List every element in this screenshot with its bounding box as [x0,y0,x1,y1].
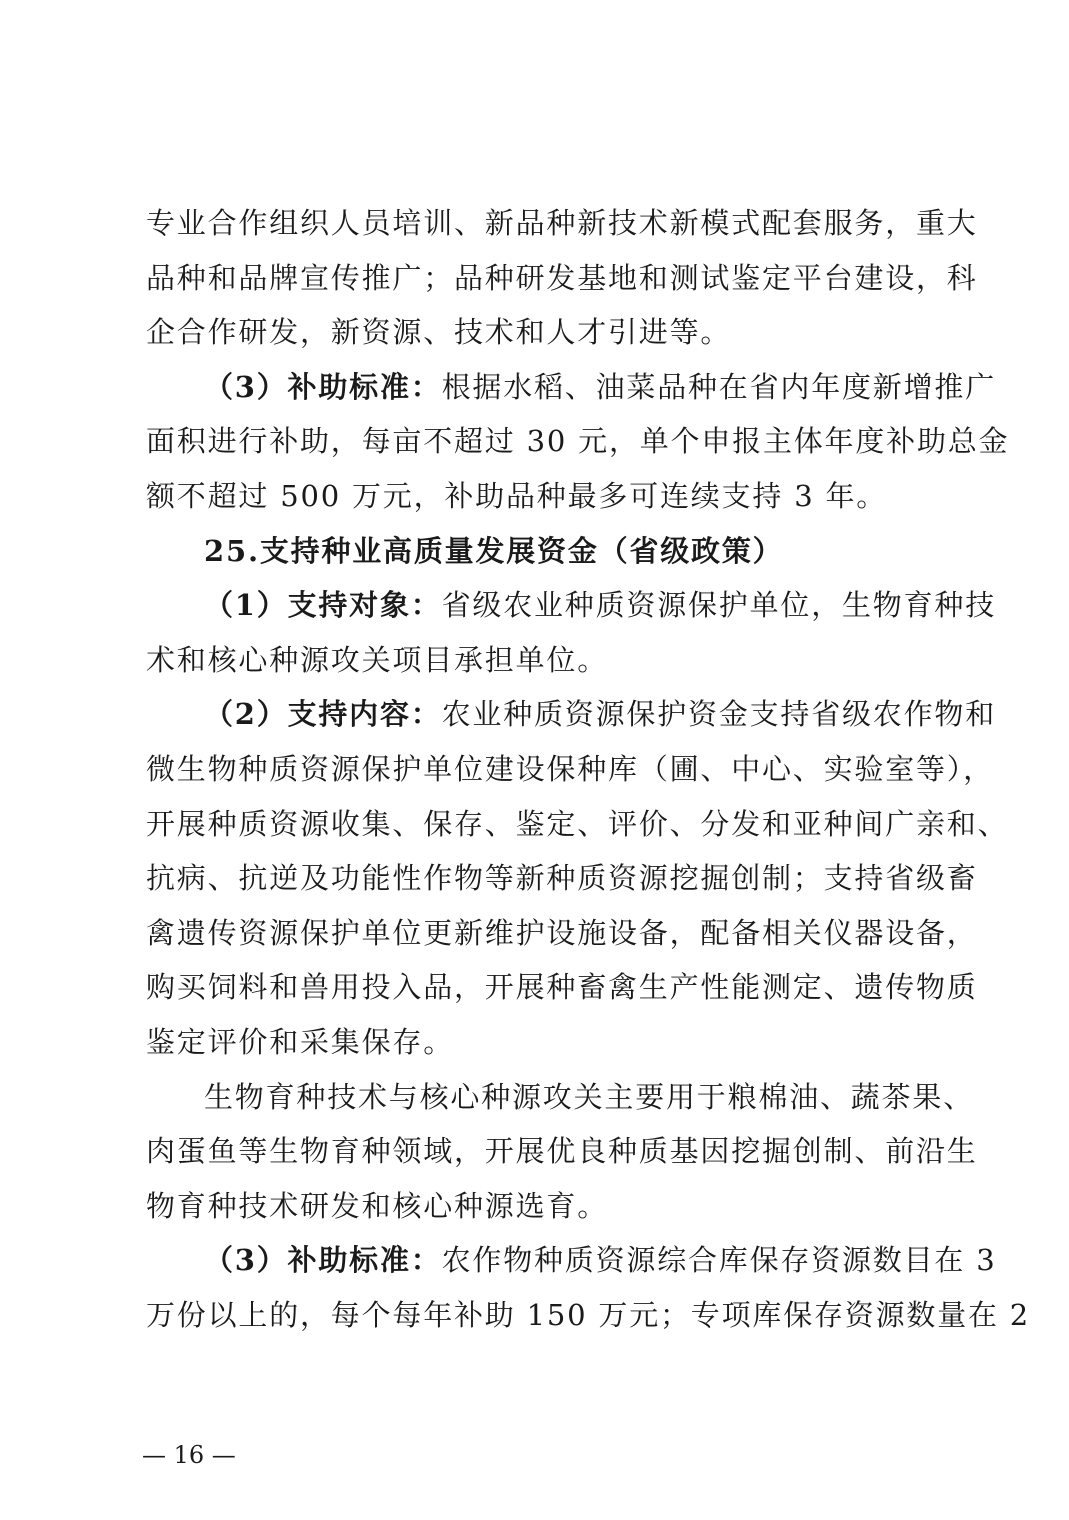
text-line: 微生物种质资源保护单位建设保种库（圃、中心、实验室等）， [146,751,994,786]
text-line: 企合作研发，新资源、技术和人才引进等。 [146,315,732,350]
section-heading: 25.支持种业高质量发展资金（省级政策） [204,533,784,568]
text-line: 品种和品牌宣传推广；品种研发基地和测试鉴定平台建设，科 [146,260,978,295]
text-line [146,578,996,633]
text-run: 省级农业种质资源保护单位，生物育种技 [441,588,996,623]
text-run: 根据水稻、油菜品种在省内年度新增推广 [441,369,996,404]
text-line: 肉蛋鱼等生物育种领域，开展优良种质基因挖掘创制、前沿生 [146,1134,978,1169]
text-line: 生物育种技术与核心种源攻关主要用于粮棉油、蔬茶果、 [204,1079,975,1114]
text-line: 鉴定评价和采集保存。 [146,1024,455,1059]
text-line: 面积进行补助，每亩不超过 30 元，单个申报主体年度补助总金 [146,424,1010,459]
document-body [146,196,1031,1342]
text-line [146,687,996,742]
subsection-label: （1）支持对象： [204,588,442,623]
text-line: 禽遗传资源保护单位更新维护设施设备，配备相关仪器设备， [146,915,978,950]
page-number: — 16 — [142,1441,236,1469]
text-line: 开展种质资源收集、保存、鉴定、评价、分发和亚种间广亲和、 [146,806,1009,841]
text-line [146,1233,997,1288]
text-run: 农作物种质资源综合库保存资源数目在 3 [441,1243,997,1278]
subsection-label: （3）补助标准： [204,369,442,404]
text-line [146,360,996,415]
subsection-label: （2）支持内容： [204,697,442,732]
text-line: 万份以上的，每个每年补助 150 万元；专项库保存资源数量在 2 [146,1297,1031,1332]
text-line: 抗病、抗逆及功能性作物等新种质资源挖掘创制；支持省级畜 [146,861,978,896]
text-line: 术和核心种源攻关项目承担单位。 [146,642,609,677]
subsection-label: （3）补助标准： [204,1243,442,1278]
text-line: 物育种技术研发和核心种源选育。 [146,1188,609,1223]
text-line: 专业合作组织人员培训、新品种新技术新模式配套服务，重大 [146,206,978,240]
text-line: 额不超过 500 万元，补助品种最多可连续支持 3 年。 [146,478,888,513]
text-run: 农业种质资源保护资金支持省级农作物和 [441,697,996,732]
text-line: 购买饲料和兽用投入品，开展种畜禽生产性能测定、遗传物质 [146,970,978,1005]
